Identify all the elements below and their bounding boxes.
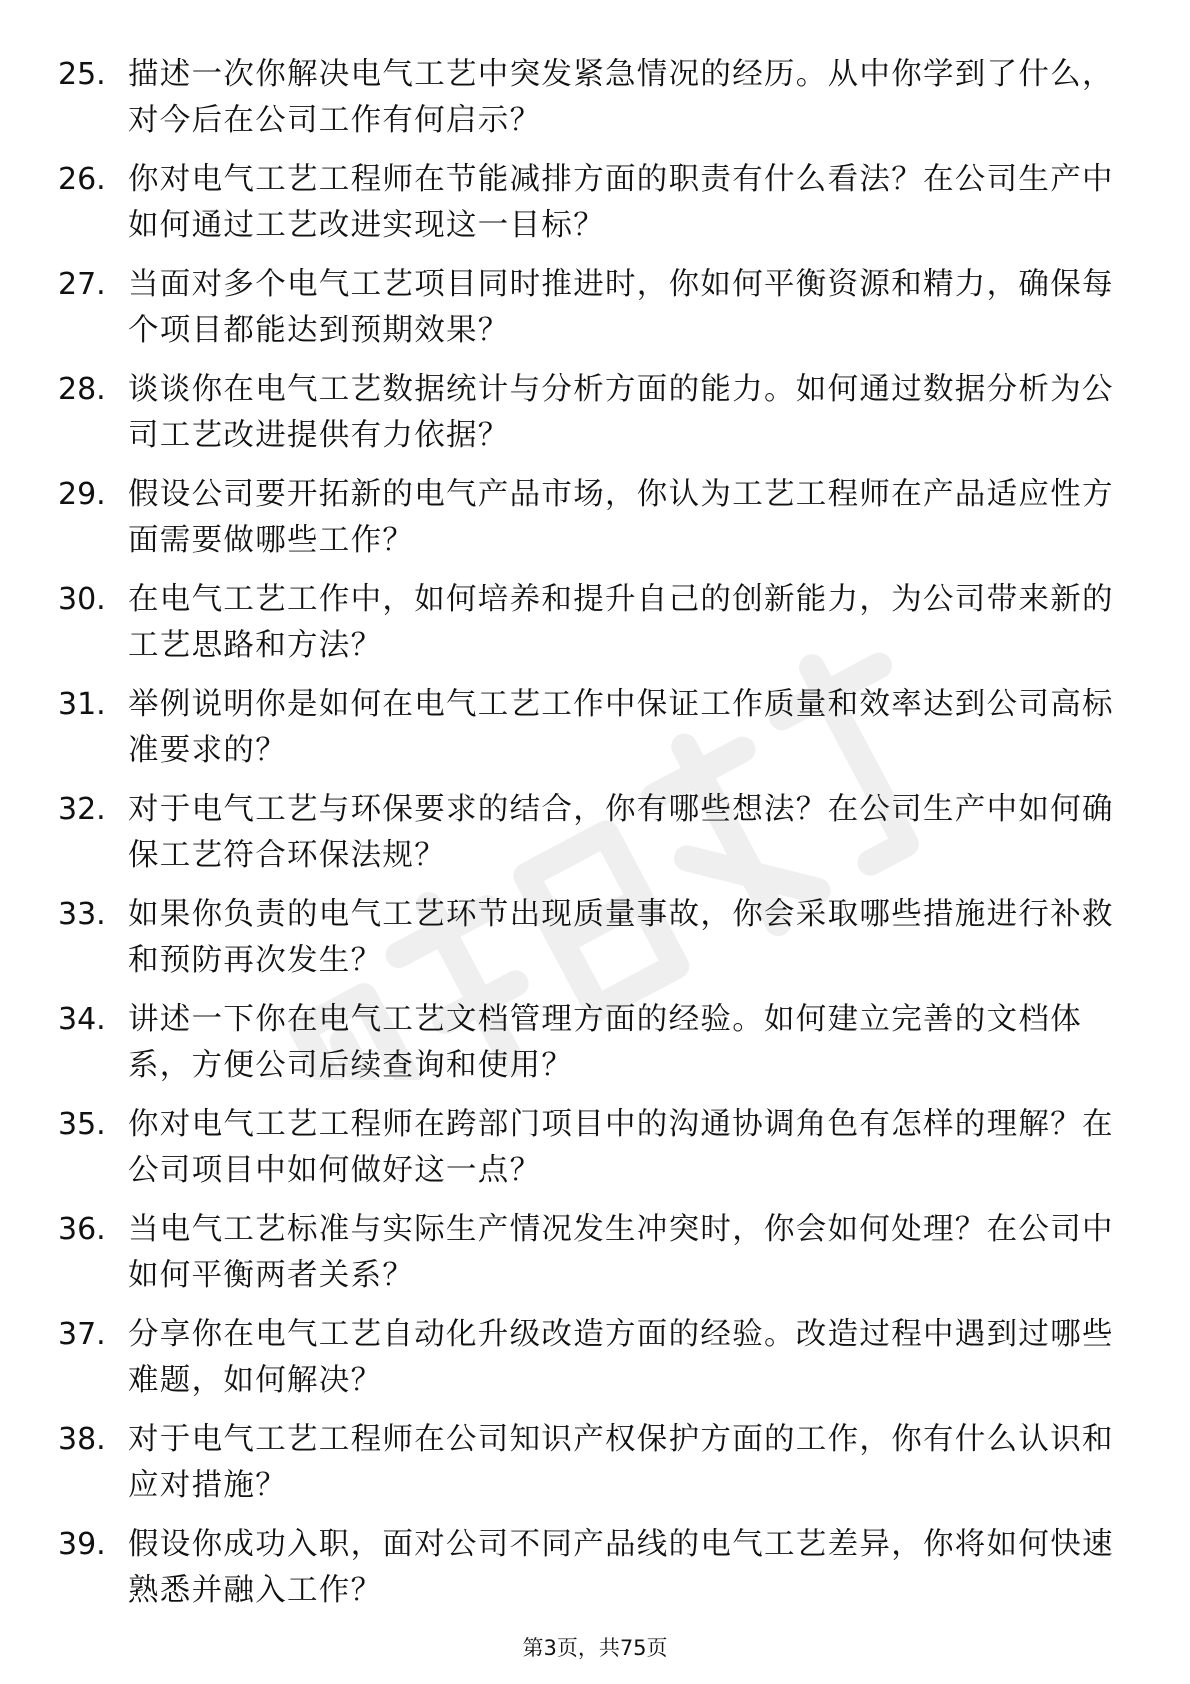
- question-text: 当电气工艺标准与实际生产情况发生冲突时，你会如何处理？在公司中如何平衡两者关系？: [128, 1212, 1114, 1293]
- question-number: 36.: [58, 1212, 106, 1247]
- question-text: 讲述一下你在电气工艺文档管理方面的经验。如何建立完善的文档体系，方便公司后续查询和使用？: [128, 1002, 1082, 1083]
- question-item-25: [0, 52, 1190, 157]
- question-item-36: [0, 1207, 1190, 1312]
- question-item-39: [0, 1522, 1190, 1627]
- question-text: 描述一次你解决电气工艺中突发紧急情况的经历。从中你学到了什么，对今后在公司工作有何启示？: [128, 57, 1114, 138]
- question-text: 假设公司要开拓新的电气产品市场，你认为工艺工程师在产品适应性方面需要做哪些工作？: [128, 477, 1114, 558]
- question-text: 对于电气工艺工程师在公司知识产权保护方面的工作，你有什么认识和应对措施？: [128, 1422, 1114, 1503]
- question-item-34: [0, 997, 1190, 1102]
- question-number: 27.: [58, 267, 106, 302]
- question-number: 28.: [58, 372, 106, 407]
- question-number: 32.: [58, 792, 106, 827]
- question-number: 33.: [58, 897, 106, 932]
- question-text: 在电气工艺工作中，如何培养和提升自己的创新能力，为公司带来新的工艺思路和方法？: [128, 582, 1114, 663]
- question-number: 29.: [58, 477, 106, 512]
- question-number: 26.: [58, 162, 106, 197]
- question-text: 举例说明你是如何在电气工艺工作中保证工作质量和效率达到公司高标准要求的？: [128, 687, 1114, 768]
- question-number: 25.: [58, 57, 106, 92]
- question-item-26: [0, 157, 1190, 262]
- question-number: 39.: [58, 1527, 106, 1562]
- question-item-37: [0, 1312, 1190, 1417]
- question-item-38: [0, 1417, 1190, 1522]
- question-number: 35.: [58, 1107, 106, 1142]
- question-item-27: [0, 262, 1190, 367]
- question-text: 你对电气工艺工程师在节能减排方面的职责有什么看法？在公司生产中如何通过工艺改进实现这一目标？: [128, 162, 1114, 243]
- question-number: 30.: [58, 582, 106, 617]
- question-item-29: [0, 472, 1190, 577]
- question-text: 对于电气工艺与环保要求的结合，你有哪些想法？在公司生产中如何确保工艺符合环保法规？: [128, 792, 1114, 873]
- question-number: 34.: [58, 1002, 106, 1037]
- question-text: 当面对多个电气工艺项目同时推进时，你如何平衡资源和精力，确保每个项目都能达到预期效果？: [128, 267, 1114, 348]
- page-number: 第3页，共75页: [522, 1636, 668, 1660]
- question-text: 分享你在电气工艺自动化升级改造方面的经验。改造过程中遇到过哪些难题，如何解决？: [128, 1317, 1114, 1398]
- question-item-30: [0, 577, 1190, 682]
- question-number: 37.: [58, 1317, 106, 1352]
- question-text: 假设你成功入职，面对公司不同产品线的电气工艺差异，你将如何快速熟悉并融入工作？: [128, 1527, 1114, 1608]
- question-text: 如果你负责的电气工艺环节出现质量事故，你会采取哪些措施进行补救和预防再次发生？: [128, 897, 1114, 978]
- question-list: [0, 52, 1190, 1627]
- question-item-31: [0, 682, 1190, 787]
- question-number: 31.: [58, 687, 106, 722]
- question-text: 你对电气工艺工程师在跨部门项目中的沟通协调角色有怎样的理解？在公司项目中如何做好这一点？: [128, 1107, 1114, 1188]
- question-item-32: [0, 787, 1190, 892]
- question-item-28: [0, 367, 1190, 472]
- question-item-35: [0, 1102, 1190, 1207]
- question-item-33: [0, 892, 1190, 997]
- question-text: 谈谈你在电气工艺数据统计与分析方面的能力。如何通过数据分析为公司工艺改进提供有力依据？: [128, 372, 1114, 453]
- question-number: 38.: [58, 1422, 106, 1457]
